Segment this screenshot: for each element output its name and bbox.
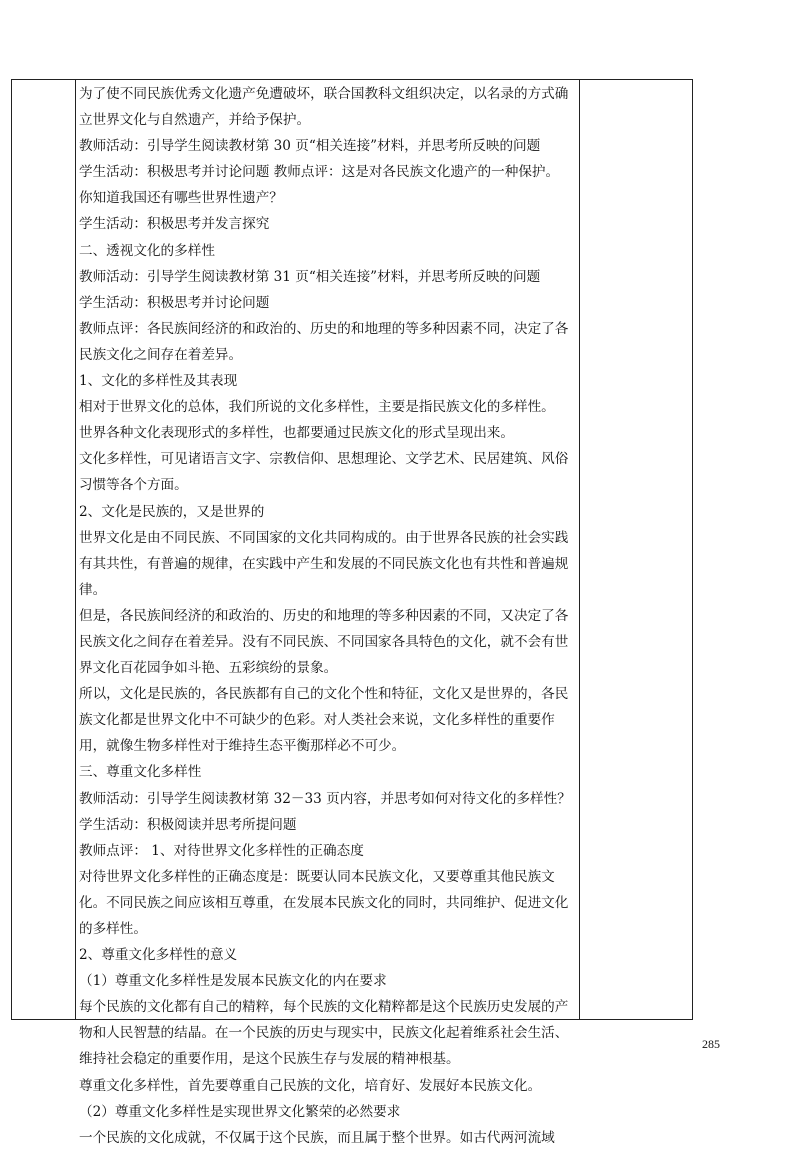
- text-line: 教师活动：引导学生阅读教材第 31 页“相关连接”材料，并思考所反映的问题: [79, 268, 541, 285]
- text-line: 尊重文化多样性，首先要尊重自己民族的文化，培育好、发展好本民族文化。: [79, 1077, 542, 1094]
- text-line: 教师点评：各民族间经济的和政治的、历史的和地理的等多种因素不同，决定了各民族文化之间存在着差异。: [79, 320, 569, 363]
- text-line: 学生活动：积极思考并发言探究: [79, 216, 270, 233]
- text-line: 学生活动：积极阅读并思考所提问题: [79, 816, 297, 833]
- text-line: 教师点评： 1、对待世界文化多样性的正确态度: [79, 842, 364, 859]
- text-line: 教师活动：引导学生阅读教材第 30 页“相关连接”材料，并思考所反映的问题: [79, 138, 541, 155]
- text-line: 学生活动：积极思考并讨论问题: [79, 294, 270, 311]
- text-line: 但是，各民族间经济的和政治的、历史的和地理的等多种因素的不同，又决定了各民族文化之间存在着差异。没有不同民族、不同国家各具特色的文化，就不会有世界文化百花园争如斗艳、五彩缤纷的景象。: [79, 607, 569, 677]
- text-line: 相对于世界文化的总体，我们所说的文化多样性，主要是指民族文化的多样性。: [79, 399, 555, 416]
- text-line: 每个民族的文化都有自己的精粹，每个民族的文化精粹都是这个民族历史发展的产物和人民智慧的结晶。在一个民族的历史与现实中，民族文化起着维系社会生活、维持社会稳定的重要作用，是这个民族生存与发展的精神根基。: [79, 999, 569, 1068]
- text-line: 所以，文化是民族的，各民族都有自己的文化个性和特征，文化又是世界的，各民族文化都是世界文化中不可缺少的色彩。对人类社会来说，文化多样性的重要作用，就像生物多样性对于维持生态平衡那样必不可少。: [79, 686, 569, 755]
- text-line: 世界各种文化表现形式的多样性，也都要通过民族文化的形式呈现出来。: [79, 425, 514, 442]
- subheading: 2、文化是民族的，又是世界的: [79, 503, 265, 520]
- text-line: 你知道我国还有哪些世界性遗产？: [79, 190, 283, 207]
- text-line: （2）尊重文化多样性是实现世界文化繁荣的必然要求: [79, 1103, 401, 1120]
- page-number: 285: [702, 1037, 720, 1051]
- text-line: 对待世界文化多样性的正确态度是：既要认同本民族文化，又要尊重其他民族文化。不同民族之间应该相互尊重，在发展本民族文化的同时，共同维护、促进文化的多样性。: [79, 868, 569, 937]
- text-line: 文化多样性，可见诸语言文字、宗教信仰、思想理论、文学艺术、民居建筑、风俗习惯等各个方面。: [79, 451, 569, 494]
- text-line: 一个民族的文化成就，不仅属于这个民族，而且属于整个世界。如古代两河流域: [79, 1129, 555, 1146]
- subheading: 2、尊重文化多样性的意义: [79, 947, 238, 964]
- text-line: 为了使不同民族优秀文化遗产免遭破坏，联合国教科文组织决定，以名录的方式确立世界文化与自然遗产，并给予保护。: [79, 86, 569, 129]
- subheading: 1、文化的多样性及其表现: [79, 373, 238, 390]
- column-divider-left: [75, 80, 76, 1019]
- section-heading: 三、尊重文化多样性: [79, 764, 202, 781]
- text-line: 学生活动：积极思考并讨论问题 教师点评：这是对各民族文化遗产的一种保护。: [79, 164, 560, 181]
- lesson-content: [79, 81, 579, 1151]
- text-line: 教师活动：引导学生阅读教材第 32－33 页内容，并思考如何对待文化的多样性？: [79, 790, 571, 807]
- column-divider-right: [579, 80, 580, 1019]
- section-heading: 二、透视文化的多样性: [79, 242, 215, 259]
- text-line: （1）尊重文化多样性是发展本民族文化的内在要求: [79, 973, 387, 990]
- text-line: 世界文化是由不同民族、不同国家的文化共同构成的。由于世界各民族的社会实践有其共性，有普遍的规律，在实践中产生和发展的不同民族文化也有共性和普遍规律。: [79, 529, 569, 598]
